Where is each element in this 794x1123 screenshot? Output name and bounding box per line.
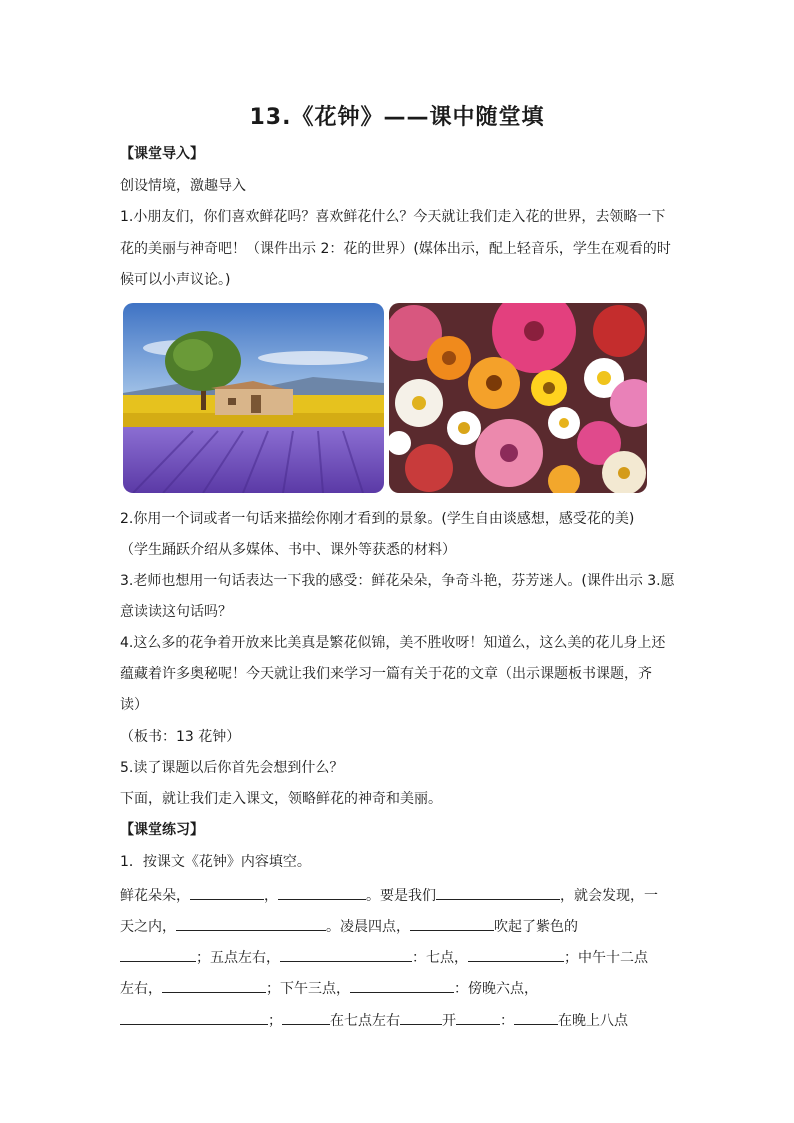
fill-blank[interactable] [514, 1008, 558, 1025]
fill-blank[interactable] [190, 883, 264, 900]
section-heading-practice: 【课堂练习】 [120, 822, 204, 838]
paragraph-1-line-1: 1.小朋友们，你们喜欢鲜花吗？喜欢鲜花什么？今天就让我们走入花的世界，去领略一下 [120, 209, 666, 225]
fill-blank[interactable] [120, 945, 196, 962]
question-1: 1．按课文《花钟》内容填空。 [120, 854, 311, 870]
section-heading-intro: 【课堂导入】 [120, 146, 204, 162]
paragraph-1-line-3: 候可以小声议论。) [120, 272, 231, 288]
fill-text: ： [500, 1013, 514, 1029]
fill-blank[interactable] [468, 945, 564, 962]
fill-line-4 [120, 976, 680, 999]
fill-blank[interactable] [278, 883, 366, 900]
intro-subtitle: 创设情境，激趣导入 [120, 178, 246, 194]
lavender-field-image [123, 303, 384, 493]
paragraph-2: 2.你用一个词或者一句话来描绘你刚才看到的景象。(学生自由谈感想，感受花的美) [120, 511, 635, 527]
lavender-field-photo [123, 303, 384, 493]
paragraph-1-line-2: 花的美丽与神奇吧！（课件出示 2：花的世界）(媒体出示，配上轻音乐，学生在观看的时 [120, 241, 671, 257]
fill-text: 。凌晨四点， [326, 919, 410, 935]
fill-blank[interactable] [436, 883, 560, 900]
fill-text: 鲜花朵朵， [120, 888, 190, 904]
paragraph-4-line-1: 4.这么多的花争着开放来比美真是繁花似锦，美不胜收呀！知道么，这么美的花儿身上还 [120, 635, 666, 651]
paragraph-4-line-3: 读） [120, 697, 148, 713]
paragraph-3-line-2: 意读读这句话吗？ [120, 604, 232, 620]
fill-line-1 [120, 883, 680, 906]
fill-text: 开 [442, 1013, 456, 1029]
fill-blank[interactable] [456, 1008, 500, 1025]
page-title: 13.《花钟》——课中随堂填 [249, 105, 545, 130]
fill-blank[interactable] [400, 1008, 442, 1025]
fill-text: 。要是我们 [366, 888, 436, 904]
fill-text: ；五点左右， [196, 950, 280, 966]
fill-text: ；下午三点， [266, 981, 350, 997]
board-note: （板书：13 花钟） [120, 729, 241, 745]
flower-mix-photo [389, 303, 647, 493]
fill-text: 吹起了紫色的 [494, 919, 578, 935]
fill-blank[interactable] [410, 914, 494, 931]
fill-text: 天之内， [120, 919, 176, 935]
fill-text: 在晚上八点 [558, 1013, 628, 1029]
fill-text: ；中午十二点 [564, 950, 648, 966]
fill-blank[interactable] [176, 914, 326, 931]
paragraph-4-line-2: 蕴藏着许多奥秘呢！今天就让我们来学习一篇有关于花的文章（出示课题板书课题，齐 [120, 666, 652, 682]
fill-text: ：七点， [412, 950, 468, 966]
paragraph-6: 下面，就让我们走入课文，领略鲜花的神奇和美丽。 [120, 791, 442, 807]
fill-line-5 [120, 1008, 680, 1031]
fill-line-2 [120, 914, 680, 937]
fill-text: ：傍晚六点， [454, 981, 538, 997]
fill-blank[interactable] [162, 976, 266, 993]
flower-mix-image [389, 303, 647, 493]
fill-blank[interactable] [120, 1008, 268, 1025]
paragraph-2-note: （学生踊跃介绍从多媒体、书中、课外等获悉的材料） [120, 542, 456, 558]
paragraph-3-line-1: 3.老师也想用一句话表达一下我的感受：鲜花朵朵，争奇斗艳，芬芳迷人。(课件出示 3.愿 [120, 573, 675, 589]
fill-blank[interactable] [282, 1008, 330, 1025]
fill-text: 左右， [120, 981, 162, 997]
fill-text: ； [268, 1013, 282, 1029]
fill-line-3 [120, 945, 680, 968]
paragraph-5: 5.读了课题以后你首先会想到什么？ [120, 760, 344, 776]
fill-blank[interactable] [350, 976, 454, 993]
fill-text: 在七点左右 [330, 1013, 400, 1029]
fill-blank[interactable] [280, 945, 412, 962]
fill-text: ， [264, 888, 278, 904]
fill-text: ，就会发现，一 [560, 888, 658, 904]
